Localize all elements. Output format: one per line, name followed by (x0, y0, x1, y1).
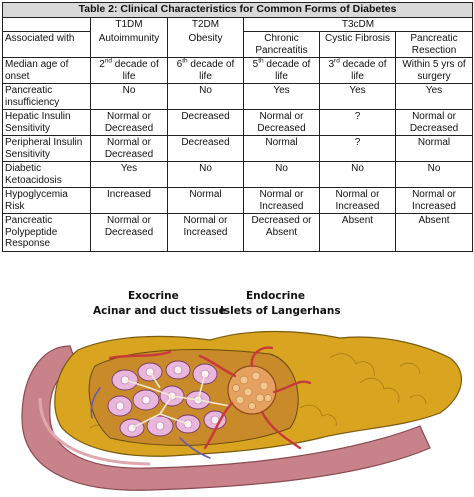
table-row (3, 84, 473, 110)
cell-cystic-fibrosis (320, 58, 396, 84)
subtype-pancreatic-resection: Pancreatic Resection (396, 32, 473, 58)
group-header-t1dm: T1DM (91, 17, 168, 32)
row-label: Hepatic Insulin Sensitivity (3, 110, 91, 136)
endocrine-sublabel: Islets of Langerhans (220, 305, 341, 317)
cell-t2dm: No (168, 84, 244, 110)
row-label: Pancreatic Polypeptide Response (3, 214, 91, 252)
cell-t1dm: Increased (91, 188, 168, 214)
cell-chronic-pancreatitis: Normal or Decreased (244, 110, 320, 136)
ordinal-suffix: th (258, 57, 264, 65)
table-group-header-row (3, 17, 473, 32)
cell-pancreatic-resection: Normal or Increased (396, 188, 473, 214)
cell-chronic-pancreatitis: Yes (244, 84, 320, 110)
cell-cystic-fibrosis: Normal or Increased (320, 188, 396, 214)
ordinal-suffix: rd (334, 57, 340, 65)
cell-cystic-fibrosis: ? (320, 136, 396, 162)
ordinal-number: 2 (99, 59, 105, 70)
row-label: Diabetic Ketoacidosis (3, 162, 91, 188)
cell-pancreatic-resection: Normal (396, 136, 473, 162)
table-row (3, 110, 473, 136)
cell-t2dm: Obesity (168, 32, 244, 58)
table-row (3, 32, 473, 58)
ordinal-number: 6 (176, 59, 183, 70)
cell-chronic-pancreatitis: Normal (244, 136, 320, 162)
table-caption: Table 2: Clinical Characteristics for Common Forms of Diabetes (3, 3, 473, 18)
cell-t1dm: No (91, 84, 168, 110)
cell-text: decade of life (263, 59, 311, 82)
table-row (3, 136, 473, 162)
cell-pancreatic-resection: Normal or Decreased (396, 110, 473, 136)
ordinal-suffix: th (182, 57, 188, 65)
islet-of-langerhans (228, 366, 276, 414)
cell-t2dm (168, 58, 244, 84)
ordinal-suffix: nd (104, 57, 113, 65)
pancreas-drawing (0, 288, 474, 497)
cell-text: decade of life (187, 59, 235, 82)
table-row (3, 214, 473, 252)
group-header-t2dm: T2DM (168, 17, 244, 32)
cell-t1dm (91, 58, 168, 84)
endocrine-label: Endocrine (246, 290, 305, 302)
cell-cystic-fibrosis: ? (320, 110, 396, 136)
row-label: Peripheral Insulin Sensitivity (3, 136, 91, 162)
cell-pancreatic-resection: Within 5 yrs of surgery (396, 58, 473, 84)
ordinal-number: 5 (252, 59, 259, 70)
cell-t2dm: Normal or Increased (168, 214, 244, 252)
table-caption-row (3, 3, 473, 18)
cell-pancreatic-resection: Absent (396, 214, 473, 252)
cell-pancreatic-resection: Yes (396, 84, 473, 110)
ordinal-number: 3 (328, 59, 335, 70)
group-header-t3cdm: T3cDM (244, 17, 473, 32)
cell-t1dm: Autoimmunity (91, 32, 168, 58)
pancreas-illustration (0, 288, 474, 497)
row-label: Median age of onset (3, 58, 91, 84)
exocrine-label: Exocrine (128, 290, 179, 302)
cell-chronic-pancreatitis (244, 58, 320, 84)
cell-t2dm: Decreased (168, 136, 244, 162)
cell-t2dm: Normal (168, 188, 244, 214)
cell-t1dm: Normal or Decreased (91, 110, 168, 136)
cell-cystic-fibrosis: Absent (320, 214, 396, 252)
cell-text: decade of life (112, 59, 159, 82)
cell-t1dm: Normal or Decreased (91, 214, 168, 252)
cell-pancreatic-resection: No (396, 162, 473, 188)
exocrine-sublabel: Acinar and duct tissue (93, 305, 226, 317)
cell-chronic-pancreatitis: Normal or Increased (244, 188, 320, 214)
subtype-cystic-fibrosis: Cystic Fibrosis (320, 32, 396, 58)
table-row (3, 58, 473, 84)
cell-cystic-fibrosis: Yes (320, 84, 396, 110)
cell-t1dm: Yes (91, 162, 168, 188)
cell-t2dm: Decreased (168, 110, 244, 136)
cell-chronic-pancreatitis: No (244, 162, 320, 188)
diabetes-characteristics-table (2, 2, 473, 252)
cell-t2dm: No (168, 162, 244, 188)
cell-chronic-pancreatitis: Decreased or Absent (244, 214, 320, 252)
table-row (3, 162, 473, 188)
cell-text: decade of life (339, 59, 387, 82)
table-row (3, 188, 473, 214)
row-label: Hypoglycemia Risk (3, 188, 91, 214)
subtype-chronic-pancreatitis: Chronic Pancreatitis (244, 32, 320, 58)
row-label: Pancreatic insufficiency (3, 84, 91, 110)
row-label: Associated with (3, 32, 91, 58)
cell-cystic-fibrosis: No (320, 162, 396, 188)
cell-t1dm: Normal or Decreased (91, 136, 168, 162)
corner-cell (3, 17, 91, 32)
